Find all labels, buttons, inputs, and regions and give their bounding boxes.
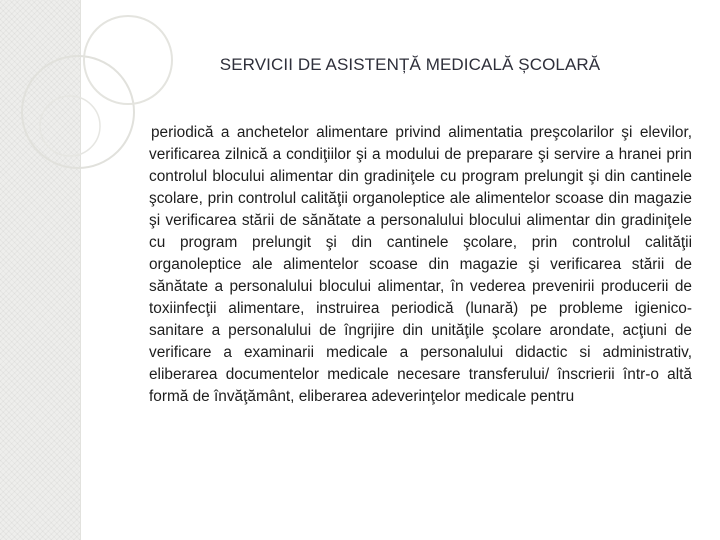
slide-title: SERVICII DE ASISTENȚĂ MEDICALĂ ȘCOLARĂ: [219, 55, 601, 74]
decorative-side-band: [0, 0, 81, 540]
slide-body-text: periodică a anchetelor alimentare privind alimentatia preşcolarilor şi elevilor, verificarea zilnică a condiţiilor şi a modului de preparare şi servire a hranei prin controlul blocului alimentar din gradiniţele cu program prelungit şi din cantinele şcolare, prin controlul calităţii organoleptice ale alimentelor scoase din magazie şi verificarea stării de sănătate a personalului blocului alimentar din gradiniţele cu program prelungit şi din cantinele şcolare, prin controlul calităţii organoleptice ale alimentelor scoase din magazie şi verificarea stării de sănătate a personalului blocului alimentar, în vederea prevenirii producerii de toxiinfecţii alimentare, instruirea periodică (lunară) pe probleme igienico-sanitare a personalului de îngrijire din unităţile şcolare arondate, acţiuni de verificare a examinarii medicale a personalului didactic si administrativ, eliberarea documentelor medicale necesare transferului/ înscrierii într-o altă formă de învăţământ, eliberarea adeverinţelor medicale pentru: [149, 124, 692, 405]
